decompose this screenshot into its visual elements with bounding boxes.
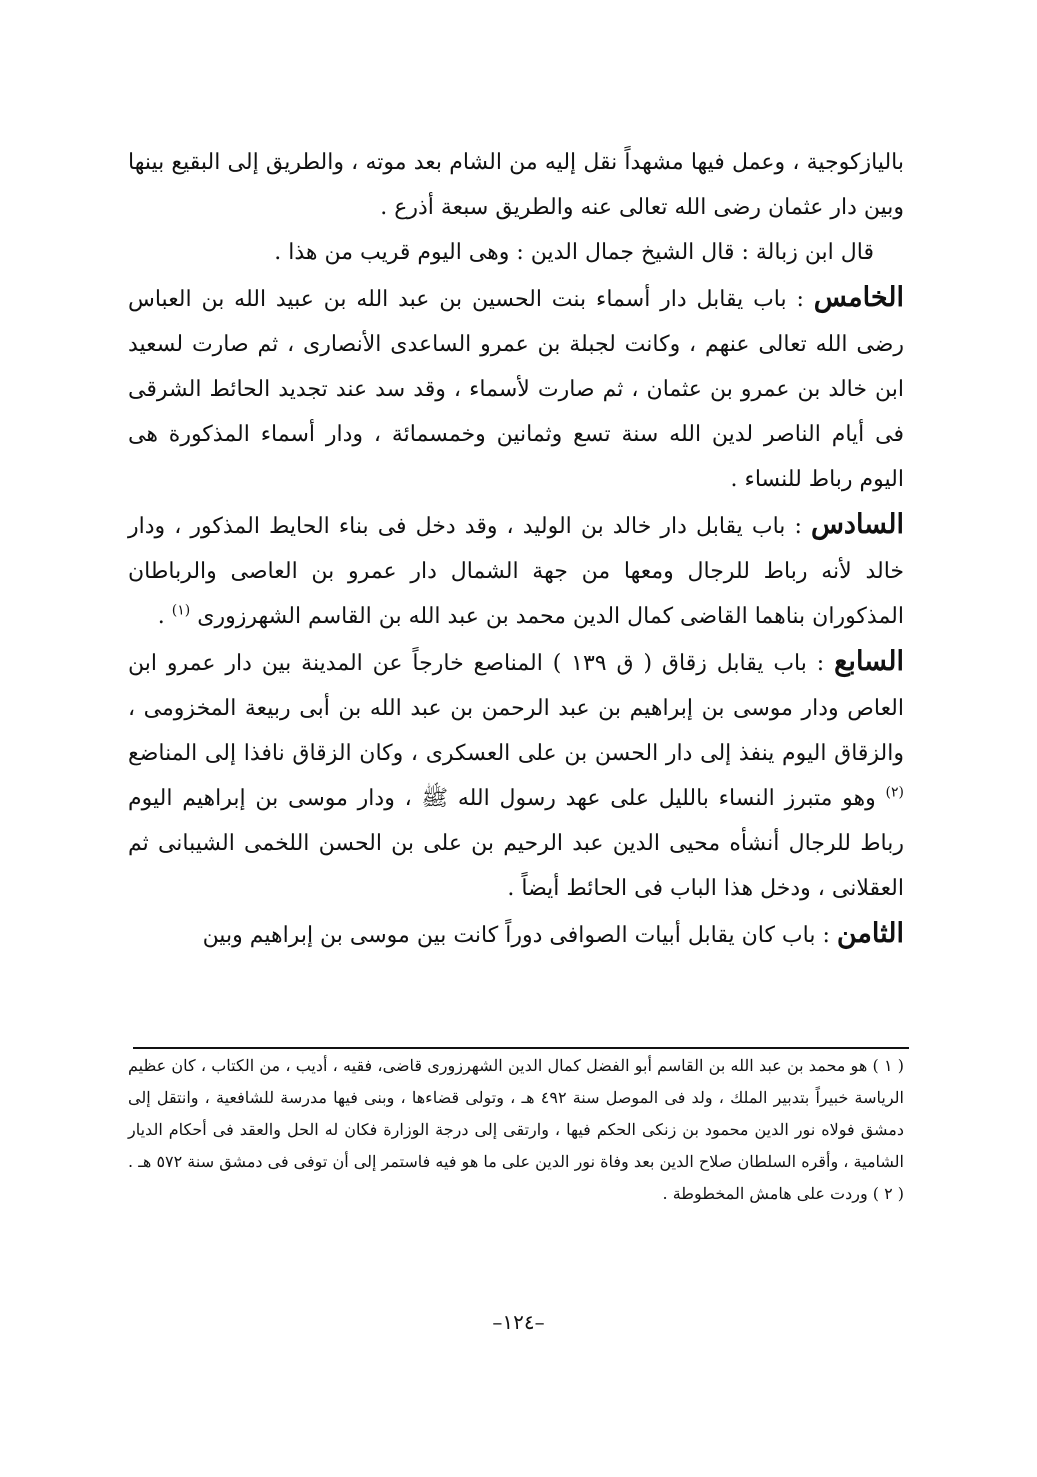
page-number: –١٢٤– (492, 1310, 545, 1334)
page-body (128, 140, 904, 958)
footnote-1: ( ١ ) هو محمد بن عبد الله بن القاسم أبو الفضل كمال الدين الشهرزورى قاضى، فقيه ، أديب ، من الكتاب ، كان عظيم الرياسة خبيراً بتدبير الملك ، ولد فى الموصل سنة ٤٩٢ هـ ، وتولى قضاءها ، وبنى فيها مدرسة للشافعية ، وانتقل إلى دمشق فولاه نور الدين محمود بن زنكى الحكم فيها ، وارتقى إلى درجة الوزارة فكان له الحل والعقد فى أحكام الديار الشامية ، وأقره السلطان صلاح الدين بعد وفاة نور الدين على ما هو فيه فاستمر إلى أن توفى فى دمشق سنة ٥٧٢ هـ . (128, 1056, 905, 1171)
heading-fifth: الخامس (813, 282, 904, 313)
main-text (128, 140, 904, 958)
paragraph-eighth-door: الثامن : باب كان يقابل أبيات الصوافى دوراً كانت بين موسى بن إبراهيم وبين (202, 918, 904, 949)
paragraph-sixth-door: السادس : باب يقابل دار خالد بن الوليد ، وقد دخل فى بناء الحايط المذكور ، ودار خالد لأنه رباط للرجال ومعها من جهة الشمال دار عمرو بن العاصى والرباطان المذكوران بناهما القاضى كمال الدين محمد بن عبد الله بن القاسم الشهرزورى $^{(١)}$ . (128, 509, 904, 629)
footnote-ref-1: (١) (171, 602, 191, 619)
heading-seventh: السابع (834, 646, 904, 677)
paragraph-fifth-door: الخامس : باب يقابل دار أسماء بنت الحسين بن عبد الله بن عبيد الله بن العباس رضى الله تعالى عنهم ، وكانت لجبلة بن عمرو الساعدى الأنصارى ، ثم صارت لسعيد ابن خالد بن عمرو بن عثمان ، ثم صارت لأسماء ، وقد سد عند تجديد الحائط الشرقى فى أيام الناصر لدين الله سنة تسع وثمانين وخمسمائة ، ودار أسماء المذكورة هى اليوم رباط للنساء . (128, 282, 904, 492)
heading-eighth: الثامن (836, 918, 904, 949)
footnote-divider (133, 1047, 909, 1049)
paragraph-1: باليازكوجية ، وعمل فيها مشهداً نقل إليه من الشام بعد موته ، والطريق إلى البقيع بينها وبين دار عثمان رضى الله تعالى عنه والطريق سبعة أذرع . (128, 150, 904, 220)
footnote-ref-2: (٢) (885, 784, 904, 801)
paragraph-2: قال ابن زبالة : قال الشيخ جمال الدين : وهى اليوم قريب من هذا . (274, 240, 874, 265)
heading-sixth: السادس (810, 509, 904, 540)
paragraph-seventh-door: السابع : باب يقابل زقاق ( ق ١٣٩ ) المناصع خارجاً عن المدينة بين دار عمرو ابن العاص ودار موسى بن إبراهيم بن عبد الرحمن بن عبد الله بن أبى ربيعة المخزومى ، والزقاق اليوم ينفذ إلى دار الحسن بن على العسكرى ، وكان الزقاق نافذا إلى المناضع $^{(٢)}$ وهو متبرز النساء بالليل على عهد رسول الله ﷺ ، ودار موسى بن إبراهيم اليوم رباط للرجال أنشأه محيى الدين عبد الرحيم بن على بن الحسن اللخمى الشيبانى ثم العقلانى ، ودخل هذا الباب فى الحائط أيضاً . (128, 646, 904, 901)
footnotes (128, 1050, 904, 1210)
footnote-2: ( ٢ ) وردت على هامش المخطوطة . (662, 1184, 904, 1203)
